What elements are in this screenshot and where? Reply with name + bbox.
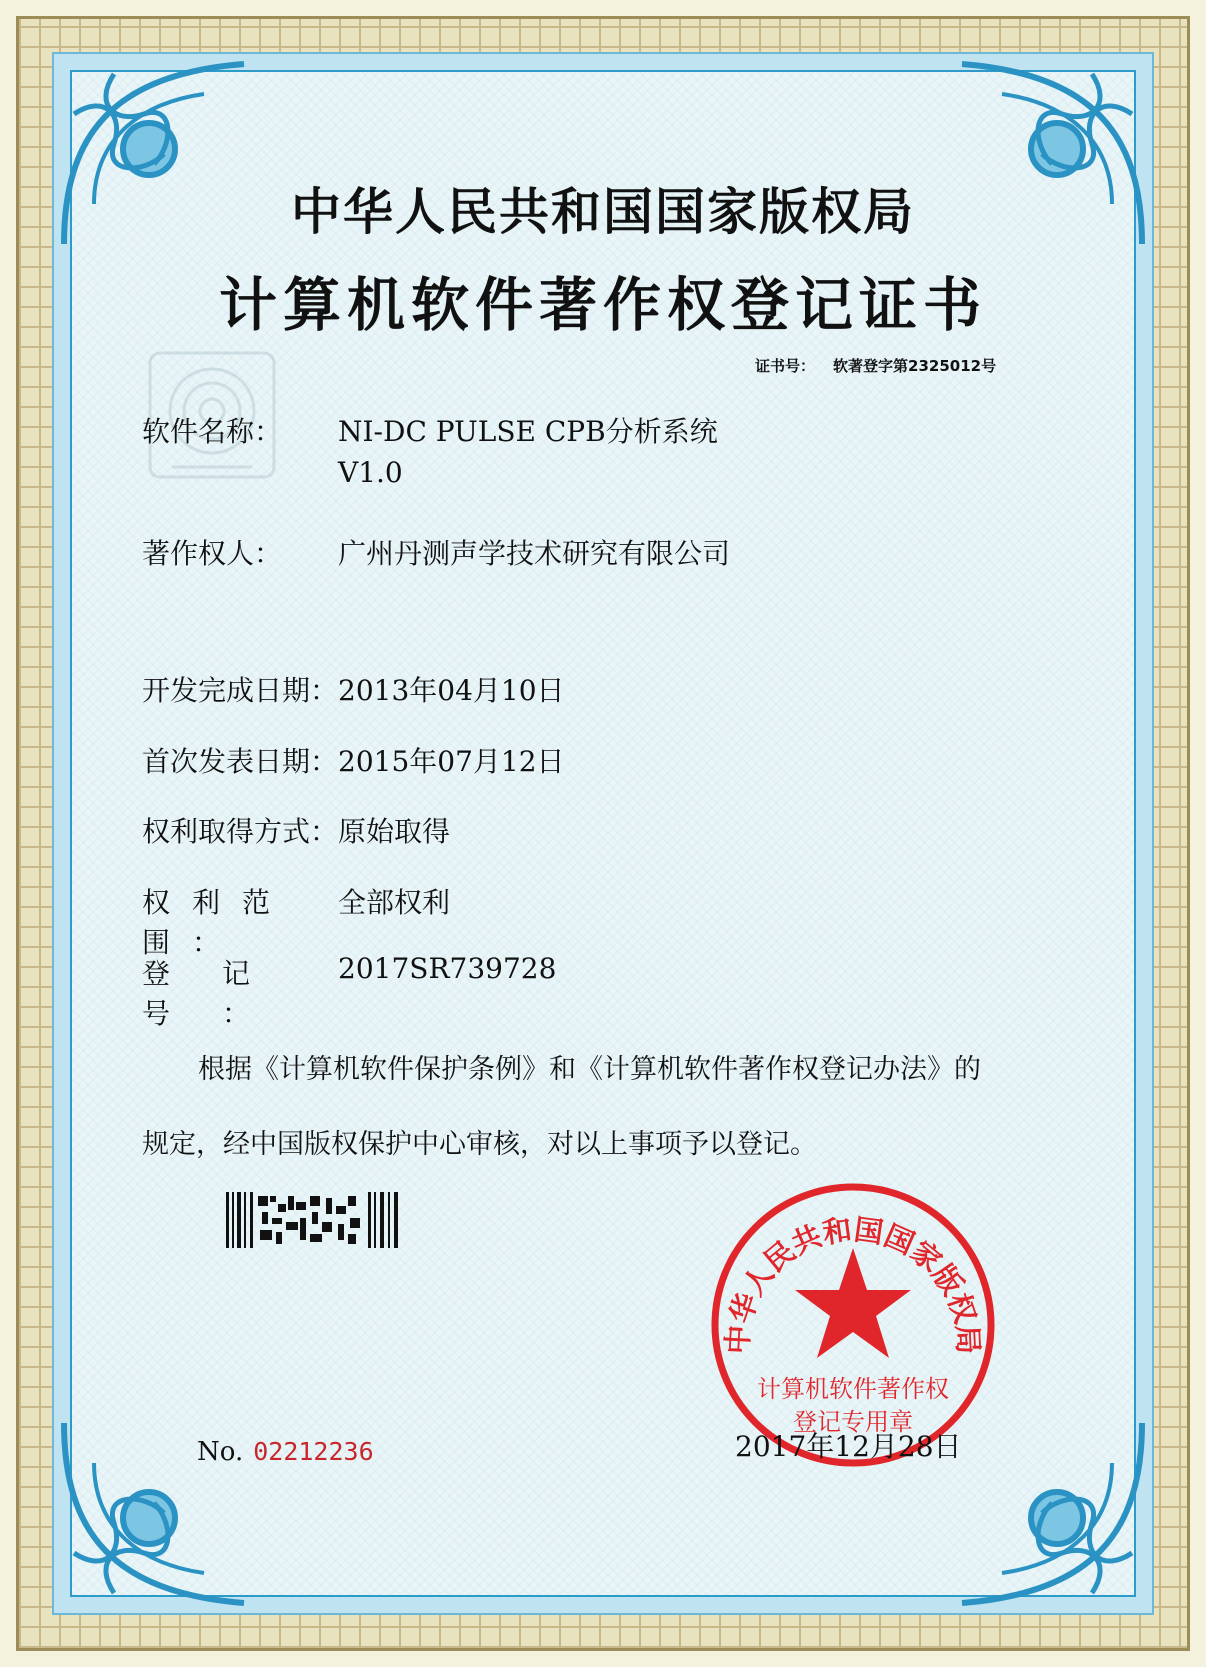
publish-date-row <box>142 740 565 780</box>
registration-number-label: 登记号： <box>142 957 303 1030</box>
cert-no-value: 软著登字第2325012号 <box>833 357 997 375</box>
serial-number <box>197 1437 374 1467</box>
seal-line2: 登记专用章 <box>793 1408 913 1436</box>
registration-number-row <box>142 952 556 1032</box>
copyright-owner-value: 广州丹测声学技术研究有限公司 <box>338 537 731 570</box>
copyright-owner-label: 著作权人： <box>142 537 283 570</box>
body-paragraph-line2: 规定，经中国版权保护中心审核，对以上事项予以登记。 <box>142 1129 817 1160</box>
certificate-number <box>755 355 996 376</box>
publish-date-value: 2015年07月12日 <box>338 745 565 778</box>
acquire-method-value: 原始取得 <box>338 815 451 848</box>
cert-no-label: 证书号： <box>755 357 816 375</box>
dev-date-value: 2013年04月10日 <box>338 674 565 707</box>
rights-scope-value: 全部权利 <box>338 886 451 919</box>
registration-number-value: 2017SR739728 <box>338 952 557 985</box>
acquire-method-row <box>142 810 450 850</box>
barcode-icon <box>226 1192 402 1248</box>
software-version: V1.0 <box>338 456 403 489</box>
software-name-row <box>142 410 718 489</box>
seal-line1: 计算机软件著作权 <box>757 1375 949 1403</box>
body-paragraph-line1: 根据《计算机软件保护条例》和《计算机软件著作权登记办法》的 <box>198 1054 981 1085</box>
serial-label: No. <box>197 1437 244 1467</box>
issuing-authority-title: 中华人民共和国国家版权局 <box>291 183 915 241</box>
certificate-title: 计算机软件著作权登记证书 <box>218 271 987 339</box>
copyright-owner-row <box>142 532 730 572</box>
issue-date: 2017年12月28日 <box>735 1430 962 1463</box>
dev-date-label: 开发完成日期： <box>142 674 339 707</box>
rights-scope-label: 权利范围： <box>142 886 293 959</box>
software-name-label: 软件名称： <box>142 415 283 448</box>
acquire-method-label: 权利取得方式： <box>142 815 339 848</box>
dev-date-row <box>142 669 565 709</box>
software-name-value: NI-DC PULSE CPB分析系统 <box>338 415 718 448</box>
rights-scope-row <box>142 881 450 961</box>
serial-value: 02212236 <box>253 1437 374 1466</box>
seal-ring-text: 中华人民共和国国家版权局 <box>720 1212 986 1355</box>
publish-date-label: 首次发表日期： <box>142 745 339 778</box>
